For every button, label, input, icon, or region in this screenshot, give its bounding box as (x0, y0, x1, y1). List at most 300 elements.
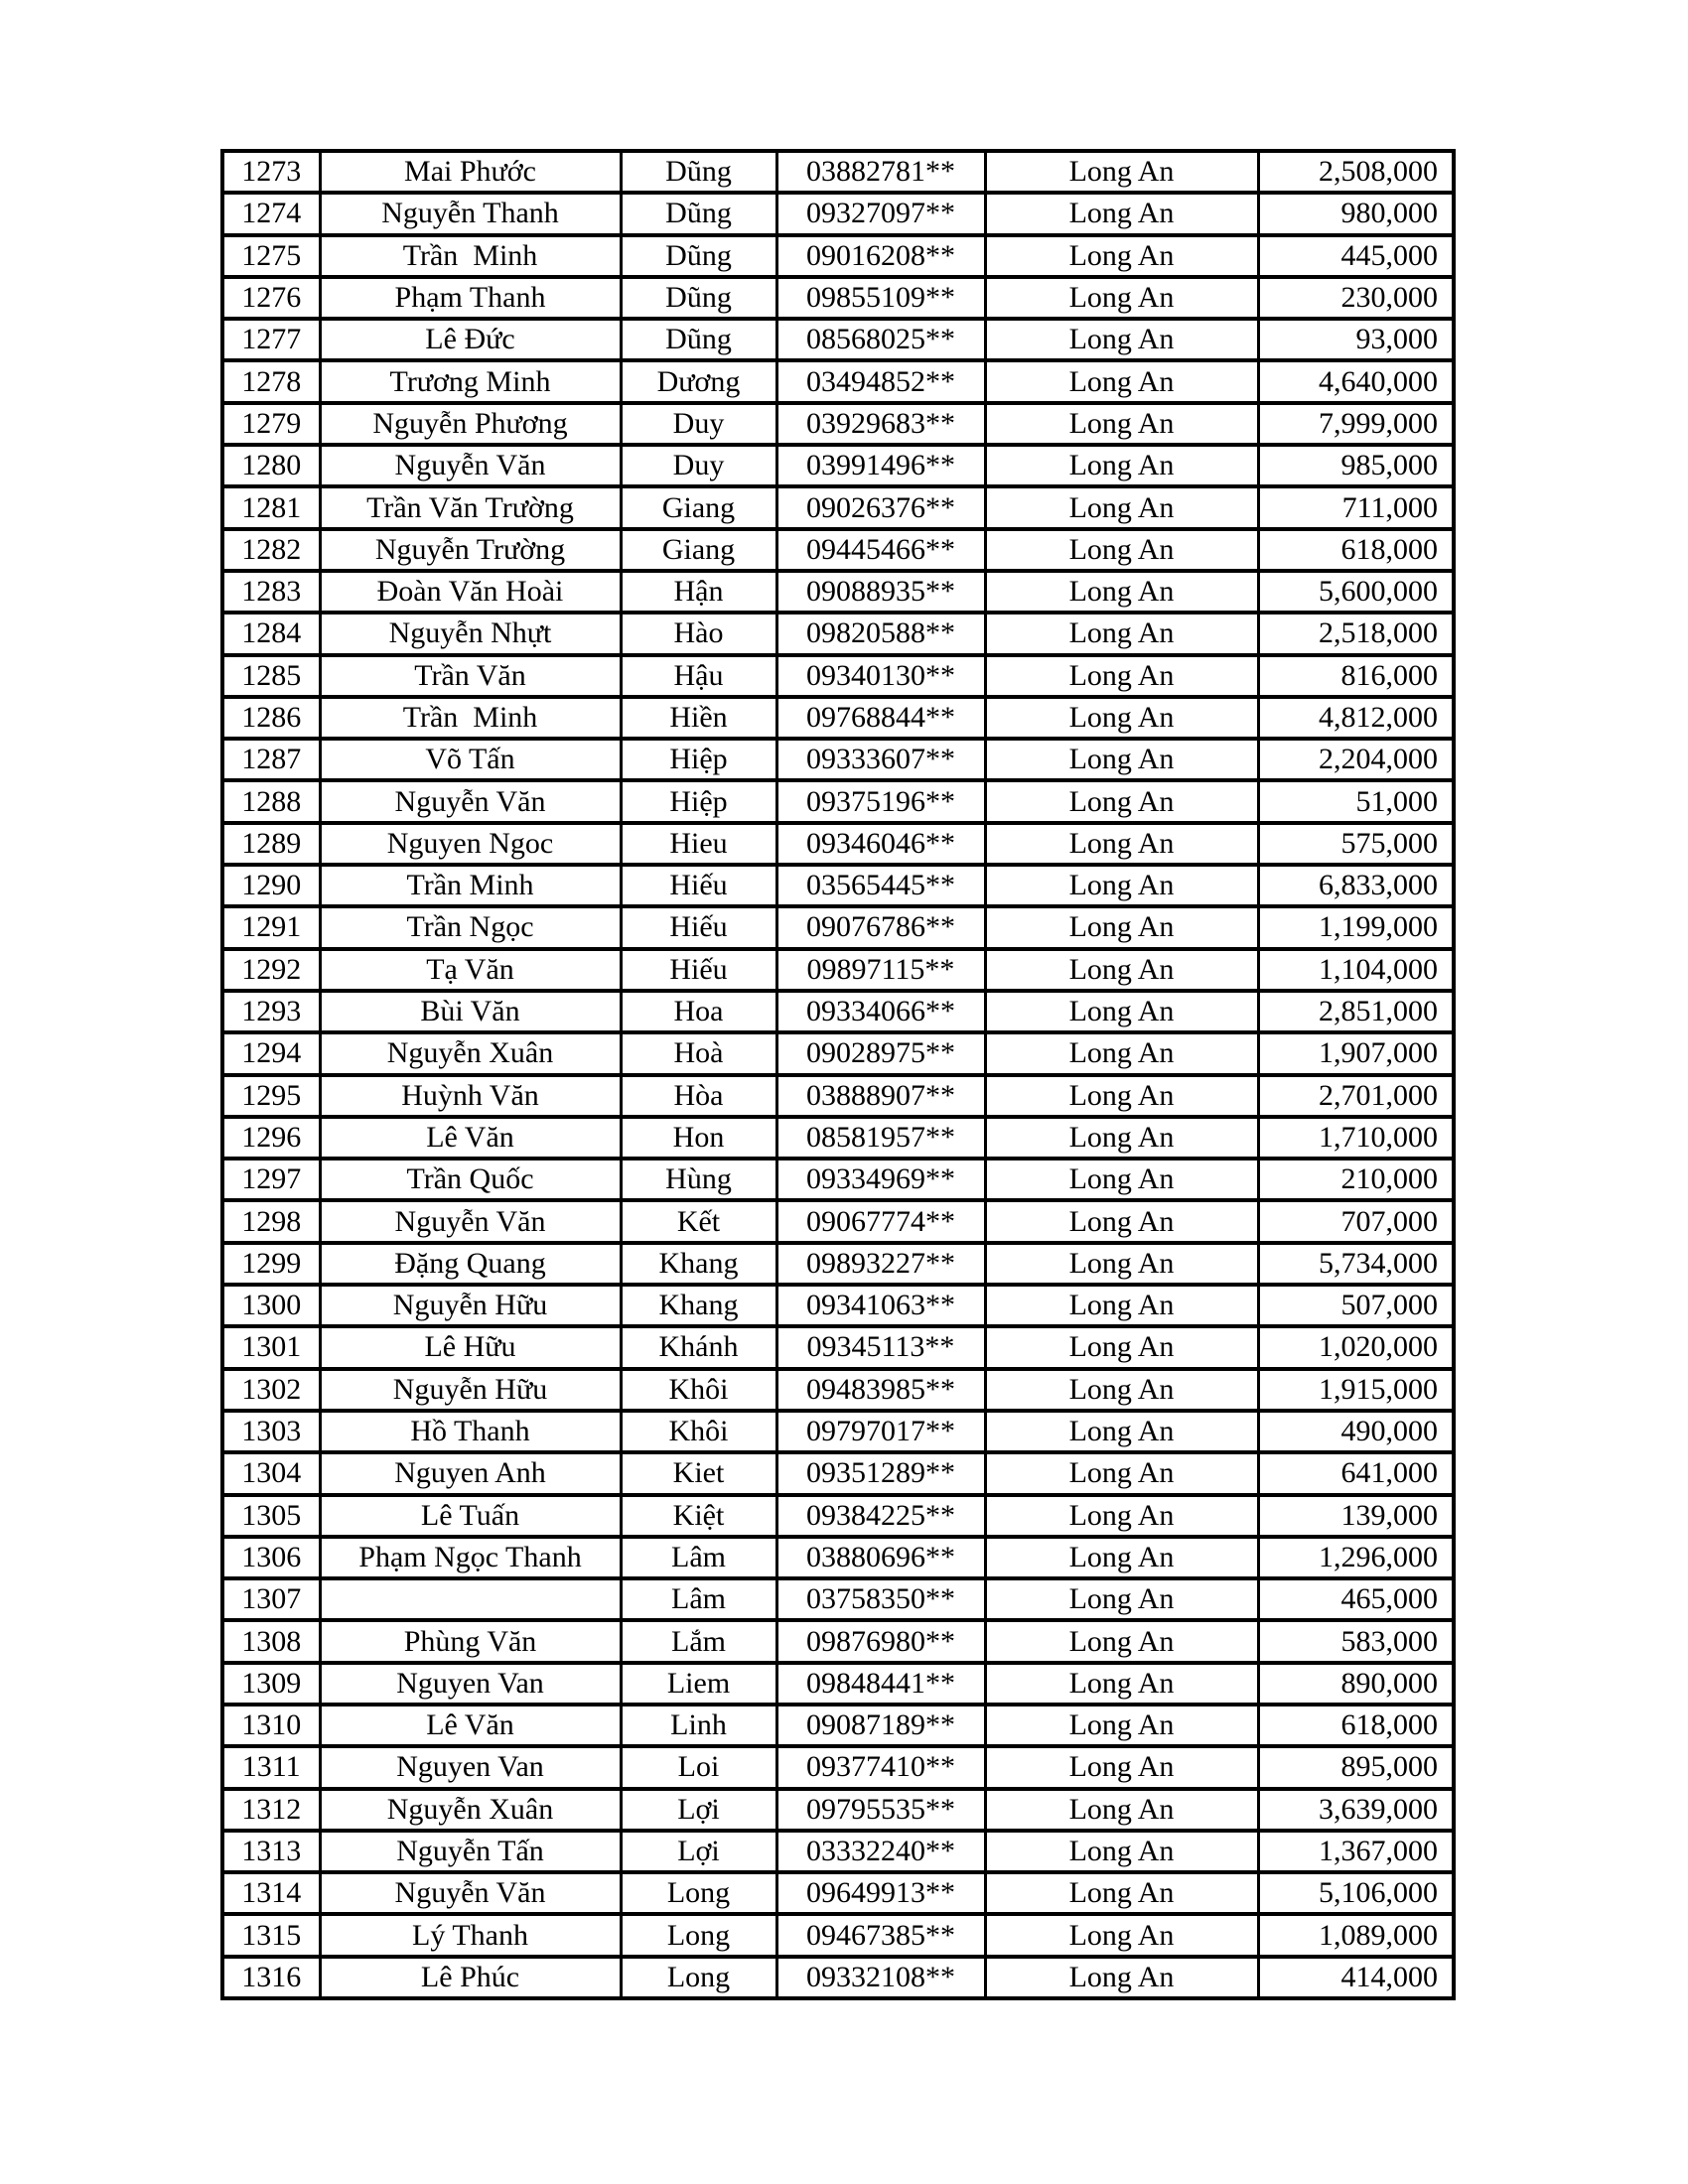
cell-surname-middle-name: Trương Minh (320, 360, 621, 402)
cell-given-name: Hùng (621, 1159, 776, 1200)
cell-surname-middle-name: Phạm Thanh (320, 277, 621, 319)
cell-amount: 4,640,000 (1258, 360, 1454, 402)
cell-amount: 490,000 (1258, 1411, 1454, 1452)
table-row (222, 445, 1454, 486)
table-row (222, 949, 1454, 991)
table-row (222, 906, 1454, 948)
cell-phone-masked: 09026376** (776, 486, 985, 528)
cell-province: Long An (985, 1705, 1258, 1746)
table-row (222, 1872, 1454, 1914)
cell-province: Long An (985, 1326, 1258, 1368)
cell-given-name: Lắm (621, 1620, 776, 1662)
cell-amount: 1,907,000 (1258, 1032, 1454, 1074)
cell-phone-masked: 09076786** (776, 906, 985, 948)
cell-given-name: Dũng (621, 151, 776, 193)
table-row (222, 655, 1454, 697)
cell-phone-masked: 09088935** (776, 571, 985, 613)
cell-given-name: Dương (621, 360, 776, 402)
cell-given-name: Hoà (621, 1032, 776, 1074)
table-row (222, 823, 1454, 865)
cell-row-number: 1280 (222, 445, 320, 486)
cell-province: Long An (985, 655, 1258, 697)
cell-row-number: 1304 (222, 1452, 320, 1494)
cell-phone-masked: 09345113** (776, 1326, 985, 1368)
cell-row-number: 1299 (222, 1243, 320, 1285)
table-row (222, 529, 1454, 571)
cell-given-name: Hiệp (621, 739, 776, 780)
cell-row-number: 1303 (222, 1411, 320, 1452)
cell-surname-middle-name: Nguyen Anh (320, 1452, 621, 1494)
cell-surname-middle-name: Lê Hữu (320, 1326, 621, 1368)
table-row (222, 277, 1454, 319)
cell-given-name: Khang (621, 1285, 776, 1326)
table-row (222, 1369, 1454, 1411)
cell-row-number: 1301 (222, 1326, 320, 1368)
cell-given-name: Khôi (621, 1411, 776, 1452)
cell-province: Long An (985, 1578, 1258, 1620)
table-row (222, 1159, 1454, 1200)
cell-surname-middle-name: Tạ Văn (320, 949, 621, 991)
cell-given-name: Hòa (621, 1075, 776, 1117)
cell-surname-middle-name: Trần Văn Trường (320, 486, 621, 528)
cell-row-number: 1283 (222, 571, 320, 613)
cell-province: Long An (985, 697, 1258, 739)
cell-province: Long An (985, 991, 1258, 1032)
cell-given-name: Giang (621, 529, 776, 571)
cell-surname-middle-name: Lý Thanh (320, 1914, 621, 1956)
cell-given-name: Hoa (621, 991, 776, 1032)
cell-phone-masked: 09893227** (776, 1243, 985, 1285)
cell-province: Long An (985, 949, 1258, 991)
cell-surname-middle-name: Trần Văn (320, 655, 621, 697)
cell-phone-masked: 09341063** (776, 1285, 985, 1326)
cell-row-number: 1302 (222, 1369, 320, 1411)
table-row (222, 486, 1454, 528)
table-body (222, 151, 1454, 1998)
cell-province: Long An (985, 739, 1258, 780)
cell-phone-masked: 09876980** (776, 1620, 985, 1662)
cell-row-number: 1289 (222, 823, 320, 865)
cell-amount: 2,701,000 (1258, 1075, 1454, 1117)
cell-phone-masked: 03991496** (776, 445, 985, 486)
cell-given-name: Liem (621, 1663, 776, 1705)
cell-amount: 7,999,000 (1258, 403, 1454, 445)
table-row (222, 1411, 1454, 1452)
cell-phone-masked: 09848441** (776, 1663, 985, 1705)
cell-phone-masked: 03929683** (776, 403, 985, 445)
cell-phone-masked: 09340130** (776, 655, 985, 697)
table-row (222, 865, 1454, 906)
cell-amount: 641,000 (1258, 1452, 1454, 1494)
table-row (222, 571, 1454, 613)
table-row (222, 403, 1454, 445)
cell-province: Long An (985, 235, 1258, 277)
cell-phone-masked: 09333607** (776, 739, 985, 780)
cell-phone-masked: 09375196** (776, 780, 985, 822)
cell-row-number: 1311 (222, 1746, 320, 1788)
cell-row-number: 1316 (222, 1957, 320, 1998)
cell-surname-middle-name: Nguyễn Văn (320, 1200, 621, 1242)
cell-province: Long An (985, 1243, 1258, 1285)
cell-surname-middle-name: Nguyễn Nhựt (320, 613, 621, 654)
cell-amount: 895,000 (1258, 1746, 1454, 1788)
cell-phone-masked: 03888907** (776, 1075, 985, 1117)
cell-province: Long An (985, 1663, 1258, 1705)
cell-row-number: 1298 (222, 1200, 320, 1242)
cell-surname-middle-name: Bùi Văn (320, 991, 621, 1032)
table-row (222, 1117, 1454, 1159)
cell-amount: 5,734,000 (1258, 1243, 1454, 1285)
table-row (222, 235, 1454, 277)
cell-province: Long An (985, 1957, 1258, 1998)
table-row (222, 1326, 1454, 1368)
cell-surname-middle-name (320, 1578, 621, 1620)
cell-given-name: Long (621, 1872, 776, 1914)
cell-province: Long An (985, 906, 1258, 948)
cell-row-number: 1275 (222, 235, 320, 277)
cell-phone-masked: 09016208** (776, 235, 985, 277)
cell-given-name: Dũng (621, 193, 776, 234)
table-row (222, 1957, 1454, 1998)
cell-province: Long An (985, 1872, 1258, 1914)
cell-given-name: Hiệp (621, 780, 776, 822)
cell-province: Long An (985, 403, 1258, 445)
cell-phone-masked: 03494852** (776, 360, 985, 402)
cell-given-name: Dũng (621, 277, 776, 319)
cell-row-number: 1313 (222, 1831, 320, 1872)
recipient-list-table (220, 149, 1456, 2000)
cell-amount: 1,104,000 (1258, 949, 1454, 991)
cell-row-number: 1295 (222, 1075, 320, 1117)
cell-amount: 583,000 (1258, 1620, 1454, 1662)
cell-surname-middle-name: Phạm Ngọc Thanh (320, 1537, 621, 1578)
cell-row-number: 1306 (222, 1537, 320, 1578)
cell-given-name: Long (621, 1957, 776, 1998)
cell-surname-middle-name: Trần Minh (320, 865, 621, 906)
table-row (222, 1831, 1454, 1872)
table-row (222, 193, 1454, 234)
cell-province: Long An (985, 1117, 1258, 1159)
cell-given-name: Lâm (621, 1537, 776, 1578)
cell-row-number: 1296 (222, 1117, 320, 1159)
cell-province: Long An (985, 1032, 1258, 1074)
cell-row-number: 1300 (222, 1285, 320, 1326)
cell-surname-middle-name: Nguyễn Xuân (320, 1032, 621, 1074)
cell-amount: 2,518,000 (1258, 613, 1454, 654)
cell-amount: 618,000 (1258, 1705, 1454, 1746)
cell-province: Long An (985, 1159, 1258, 1200)
cell-surname-middle-name: Trần Minh (320, 235, 621, 277)
cell-province: Long An (985, 277, 1258, 319)
cell-surname-middle-name: Nguyen Van (320, 1746, 621, 1788)
cell-amount: 1,296,000 (1258, 1537, 1454, 1578)
cell-row-number: 1279 (222, 403, 320, 445)
cell-province: Long An (985, 151, 1258, 193)
cell-amount: 890,000 (1258, 1663, 1454, 1705)
cell-phone-masked: 08581957** (776, 1117, 985, 1159)
cell-surname-middle-name: Hồ Thanh (320, 1411, 621, 1452)
cell-surname-middle-name: Trần Ngọc (320, 906, 621, 948)
cell-given-name: Duy (621, 445, 776, 486)
cell-amount: 980,000 (1258, 193, 1454, 234)
cell-surname-middle-name: Lê Văn (320, 1705, 621, 1746)
cell-amount: 2,508,000 (1258, 151, 1454, 193)
cell-row-number: 1307 (222, 1578, 320, 1620)
cell-phone-masked: 03880696** (776, 1537, 985, 1578)
cell-phone-masked: 09028975** (776, 1032, 985, 1074)
cell-province: Long An (985, 1789, 1258, 1831)
cell-amount: 93,000 (1258, 319, 1454, 360)
cell-phone-masked: 09768844** (776, 697, 985, 739)
cell-phone-masked: 09795535** (776, 1789, 985, 1831)
cell-province: Long An (985, 1831, 1258, 1872)
cell-amount: 707,000 (1258, 1200, 1454, 1242)
cell-row-number: 1276 (222, 277, 320, 319)
table-row (222, 360, 1454, 402)
cell-province: Long An (985, 486, 1258, 528)
cell-given-name: Hào (621, 613, 776, 654)
cell-surname-middle-name: Huỳnh Văn (320, 1075, 621, 1117)
table-row (222, 151, 1454, 193)
table-row (222, 1578, 1454, 1620)
cell-amount: 51,000 (1258, 780, 1454, 822)
table-row (222, 1537, 1454, 1578)
cell-amount: 1,089,000 (1258, 1914, 1454, 1956)
cell-given-name: Khánh (621, 1326, 776, 1368)
cell-amount: 507,000 (1258, 1285, 1454, 1326)
table-row (222, 1663, 1454, 1705)
cell-phone-masked: 03332240** (776, 1831, 985, 1872)
cell-phone-masked: 09467385** (776, 1914, 985, 1956)
cell-amount: 5,106,000 (1258, 1872, 1454, 1914)
cell-given-name: Dũng (621, 319, 776, 360)
cell-amount: 210,000 (1258, 1159, 1454, 1200)
cell-row-number: 1281 (222, 486, 320, 528)
table-row (222, 1914, 1454, 1956)
cell-row-number: 1284 (222, 613, 320, 654)
cell-province: Long An (985, 823, 1258, 865)
table-row (222, 1032, 1454, 1074)
cell-given-name: Hiếu (621, 865, 776, 906)
cell-province: Long An (985, 1537, 1258, 1578)
table-row (222, 1495, 1454, 1537)
cell-given-name: Kiet (621, 1452, 776, 1494)
cell-province: Long An (985, 1495, 1258, 1537)
cell-province: Long An (985, 1200, 1258, 1242)
cell-given-name: Linh (621, 1705, 776, 1746)
cell-row-number: 1288 (222, 780, 320, 822)
cell-phone-masked: 09377410** (776, 1746, 985, 1788)
table-row (222, 697, 1454, 739)
cell-phone-masked: 09334969** (776, 1159, 985, 1200)
cell-amount: 1,367,000 (1258, 1831, 1454, 1872)
cell-amount: 1,915,000 (1258, 1369, 1454, 1411)
cell-phone-masked: 09327097** (776, 193, 985, 234)
table-row (222, 1243, 1454, 1285)
cell-phone-masked: 09351289** (776, 1452, 985, 1494)
cell-given-name: Hiền (621, 697, 776, 739)
cell-surname-middle-name: Trần Quốc (320, 1159, 621, 1200)
cell-surname-middle-name: Đặng Quang (320, 1243, 621, 1285)
cell-row-number: 1315 (222, 1914, 320, 1956)
table-row (222, 1452, 1454, 1494)
cell-amount: 711,000 (1258, 486, 1454, 528)
cell-amount: 139,000 (1258, 1495, 1454, 1537)
cell-surname-middle-name: Nguyễn Hữu (320, 1285, 621, 1326)
cell-province: Long An (985, 571, 1258, 613)
cell-row-number: 1287 (222, 739, 320, 780)
cell-amount: 414,000 (1258, 1957, 1454, 1998)
cell-given-name: Hon (621, 1117, 776, 1159)
cell-phone-masked: 09483985** (776, 1369, 985, 1411)
cell-given-name: Hiếu (621, 949, 776, 991)
table-row (222, 1789, 1454, 1831)
cell-surname-middle-name: Lê Phúc (320, 1957, 621, 1998)
cell-given-name: Hiếu (621, 906, 776, 948)
cell-amount: 465,000 (1258, 1578, 1454, 1620)
cell-row-number: 1277 (222, 319, 320, 360)
cell-given-name: Loi (621, 1746, 776, 1788)
cell-phone-masked: 09334066** (776, 991, 985, 1032)
cell-province: Long An (985, 529, 1258, 571)
cell-row-number: 1309 (222, 1663, 320, 1705)
cell-given-name: Hậu (621, 655, 776, 697)
table-row (222, 1200, 1454, 1242)
cell-amount: 5,600,000 (1258, 571, 1454, 613)
cell-row-number: 1293 (222, 991, 320, 1032)
cell-given-name: Dũng (621, 235, 776, 277)
cell-given-name: Long (621, 1914, 776, 1956)
cell-province: Long An (985, 1285, 1258, 1326)
cell-surname-middle-name: Nguyễn Trường (320, 529, 621, 571)
table-row (222, 1746, 1454, 1788)
cell-phone-masked: 09797017** (776, 1411, 985, 1452)
cell-amount: 2,204,000 (1258, 739, 1454, 780)
cell-row-number: 1310 (222, 1705, 320, 1746)
table-row (222, 780, 1454, 822)
cell-province: Long An (985, 1620, 1258, 1662)
cell-row-number: 1285 (222, 655, 320, 697)
cell-phone-masked: 03882781** (776, 151, 985, 193)
cell-amount: 6,833,000 (1258, 865, 1454, 906)
cell-phone-masked: 09855109** (776, 277, 985, 319)
cell-surname-middle-name: Trần Minh (320, 697, 621, 739)
cell-province: Long An (985, 1452, 1258, 1494)
cell-row-number: 1273 (222, 151, 320, 193)
cell-surname-middle-name: Võ Tấn (320, 739, 621, 780)
cell-amount: 816,000 (1258, 655, 1454, 697)
cell-surname-middle-name: Nguyễn Phương (320, 403, 621, 445)
cell-surname-middle-name: Nguyễn Tấn (320, 1831, 621, 1872)
cell-amount: 445,000 (1258, 235, 1454, 277)
cell-province: Long An (985, 865, 1258, 906)
table-row (222, 613, 1454, 654)
cell-amount: 2,851,000 (1258, 991, 1454, 1032)
cell-row-number: 1305 (222, 1495, 320, 1537)
cell-given-name: Hận (621, 571, 776, 613)
cell-phone-masked: 09346046** (776, 823, 985, 865)
cell-surname-middle-name: Mai Phước (320, 151, 621, 193)
cell-phone-masked: 09897115** (776, 949, 985, 991)
cell-province: Long An (985, 193, 1258, 234)
cell-amount: 3,639,000 (1258, 1789, 1454, 1831)
cell-given-name: Kiệt (621, 1495, 776, 1537)
cell-province: Long An (985, 360, 1258, 402)
cell-given-name: Giang (621, 486, 776, 528)
cell-amount: 1,020,000 (1258, 1326, 1454, 1368)
cell-phone-masked: 03758350** (776, 1578, 985, 1620)
cell-row-number: 1294 (222, 1032, 320, 1074)
cell-phone-masked: 09332108** (776, 1957, 985, 1998)
cell-surname-middle-name: Nguyen Ngoc (320, 823, 621, 865)
cell-province: Long An (985, 780, 1258, 822)
cell-given-name: Lợi (621, 1831, 776, 1872)
cell-given-name: Hieu (621, 823, 776, 865)
table-row (222, 1075, 1454, 1117)
cell-row-number: 1274 (222, 193, 320, 234)
cell-phone-masked: 09384225** (776, 1495, 985, 1537)
cell-amount: 4,812,000 (1258, 697, 1454, 739)
cell-row-number: 1290 (222, 865, 320, 906)
cell-surname-middle-name: Nguyen Van (320, 1663, 621, 1705)
cell-surname-middle-name: Nguyễn Văn (320, 1872, 621, 1914)
cell-row-number: 1312 (222, 1789, 320, 1831)
cell-given-name: Khôi (621, 1369, 776, 1411)
cell-phone-masked: 09649913** (776, 1872, 985, 1914)
cell-given-name: Lâm (621, 1578, 776, 1620)
cell-amount: 618,000 (1258, 529, 1454, 571)
cell-surname-middle-name: Phùng Văn (320, 1620, 621, 1662)
cell-surname-middle-name: Đoàn Văn Hoài (320, 571, 621, 613)
cell-row-number: 1314 (222, 1872, 320, 1914)
cell-row-number: 1292 (222, 949, 320, 991)
cell-province: Long An (985, 1914, 1258, 1956)
cell-phone-masked: 09445466** (776, 529, 985, 571)
cell-given-name: Khang (621, 1243, 776, 1285)
cell-row-number: 1297 (222, 1159, 320, 1200)
cell-phone-masked: 09087189** (776, 1705, 985, 1746)
table-row (222, 319, 1454, 360)
cell-amount: 985,000 (1258, 445, 1454, 486)
cell-surname-middle-name: Lê Tuấn (320, 1495, 621, 1537)
table-row (222, 739, 1454, 780)
cell-province: Long An (985, 445, 1258, 486)
cell-surname-middle-name: Lê Văn (320, 1117, 621, 1159)
cell-row-number: 1278 (222, 360, 320, 402)
cell-amount: 575,000 (1258, 823, 1454, 865)
cell-given-name: Kết (621, 1200, 776, 1242)
cell-given-name: Duy (621, 403, 776, 445)
cell-phone-masked: 09820588** (776, 613, 985, 654)
cell-province: Long An (985, 1746, 1258, 1788)
cell-province: Long An (985, 613, 1258, 654)
cell-amount: 230,000 (1258, 277, 1454, 319)
cell-surname-middle-name: Nguyễn Xuân (320, 1789, 621, 1831)
cell-row-number: 1291 (222, 906, 320, 948)
cell-row-number: 1308 (222, 1620, 320, 1662)
cell-province: Long An (985, 1075, 1258, 1117)
cell-surname-middle-name: Nguyễn Văn (320, 445, 621, 486)
cell-province: Long An (985, 1411, 1258, 1452)
cell-phone-masked: 08568025** (776, 319, 985, 360)
cell-row-number: 1282 (222, 529, 320, 571)
cell-province: Long An (985, 319, 1258, 360)
cell-amount: 1,710,000 (1258, 1117, 1454, 1159)
cell-surname-middle-name: Lê Đức (320, 319, 621, 360)
cell-surname-middle-name: Nguyễn Thanh (320, 193, 621, 234)
cell-surname-middle-name: Nguyễn Văn (320, 780, 621, 822)
cell-given-name: Lợi (621, 1789, 776, 1831)
